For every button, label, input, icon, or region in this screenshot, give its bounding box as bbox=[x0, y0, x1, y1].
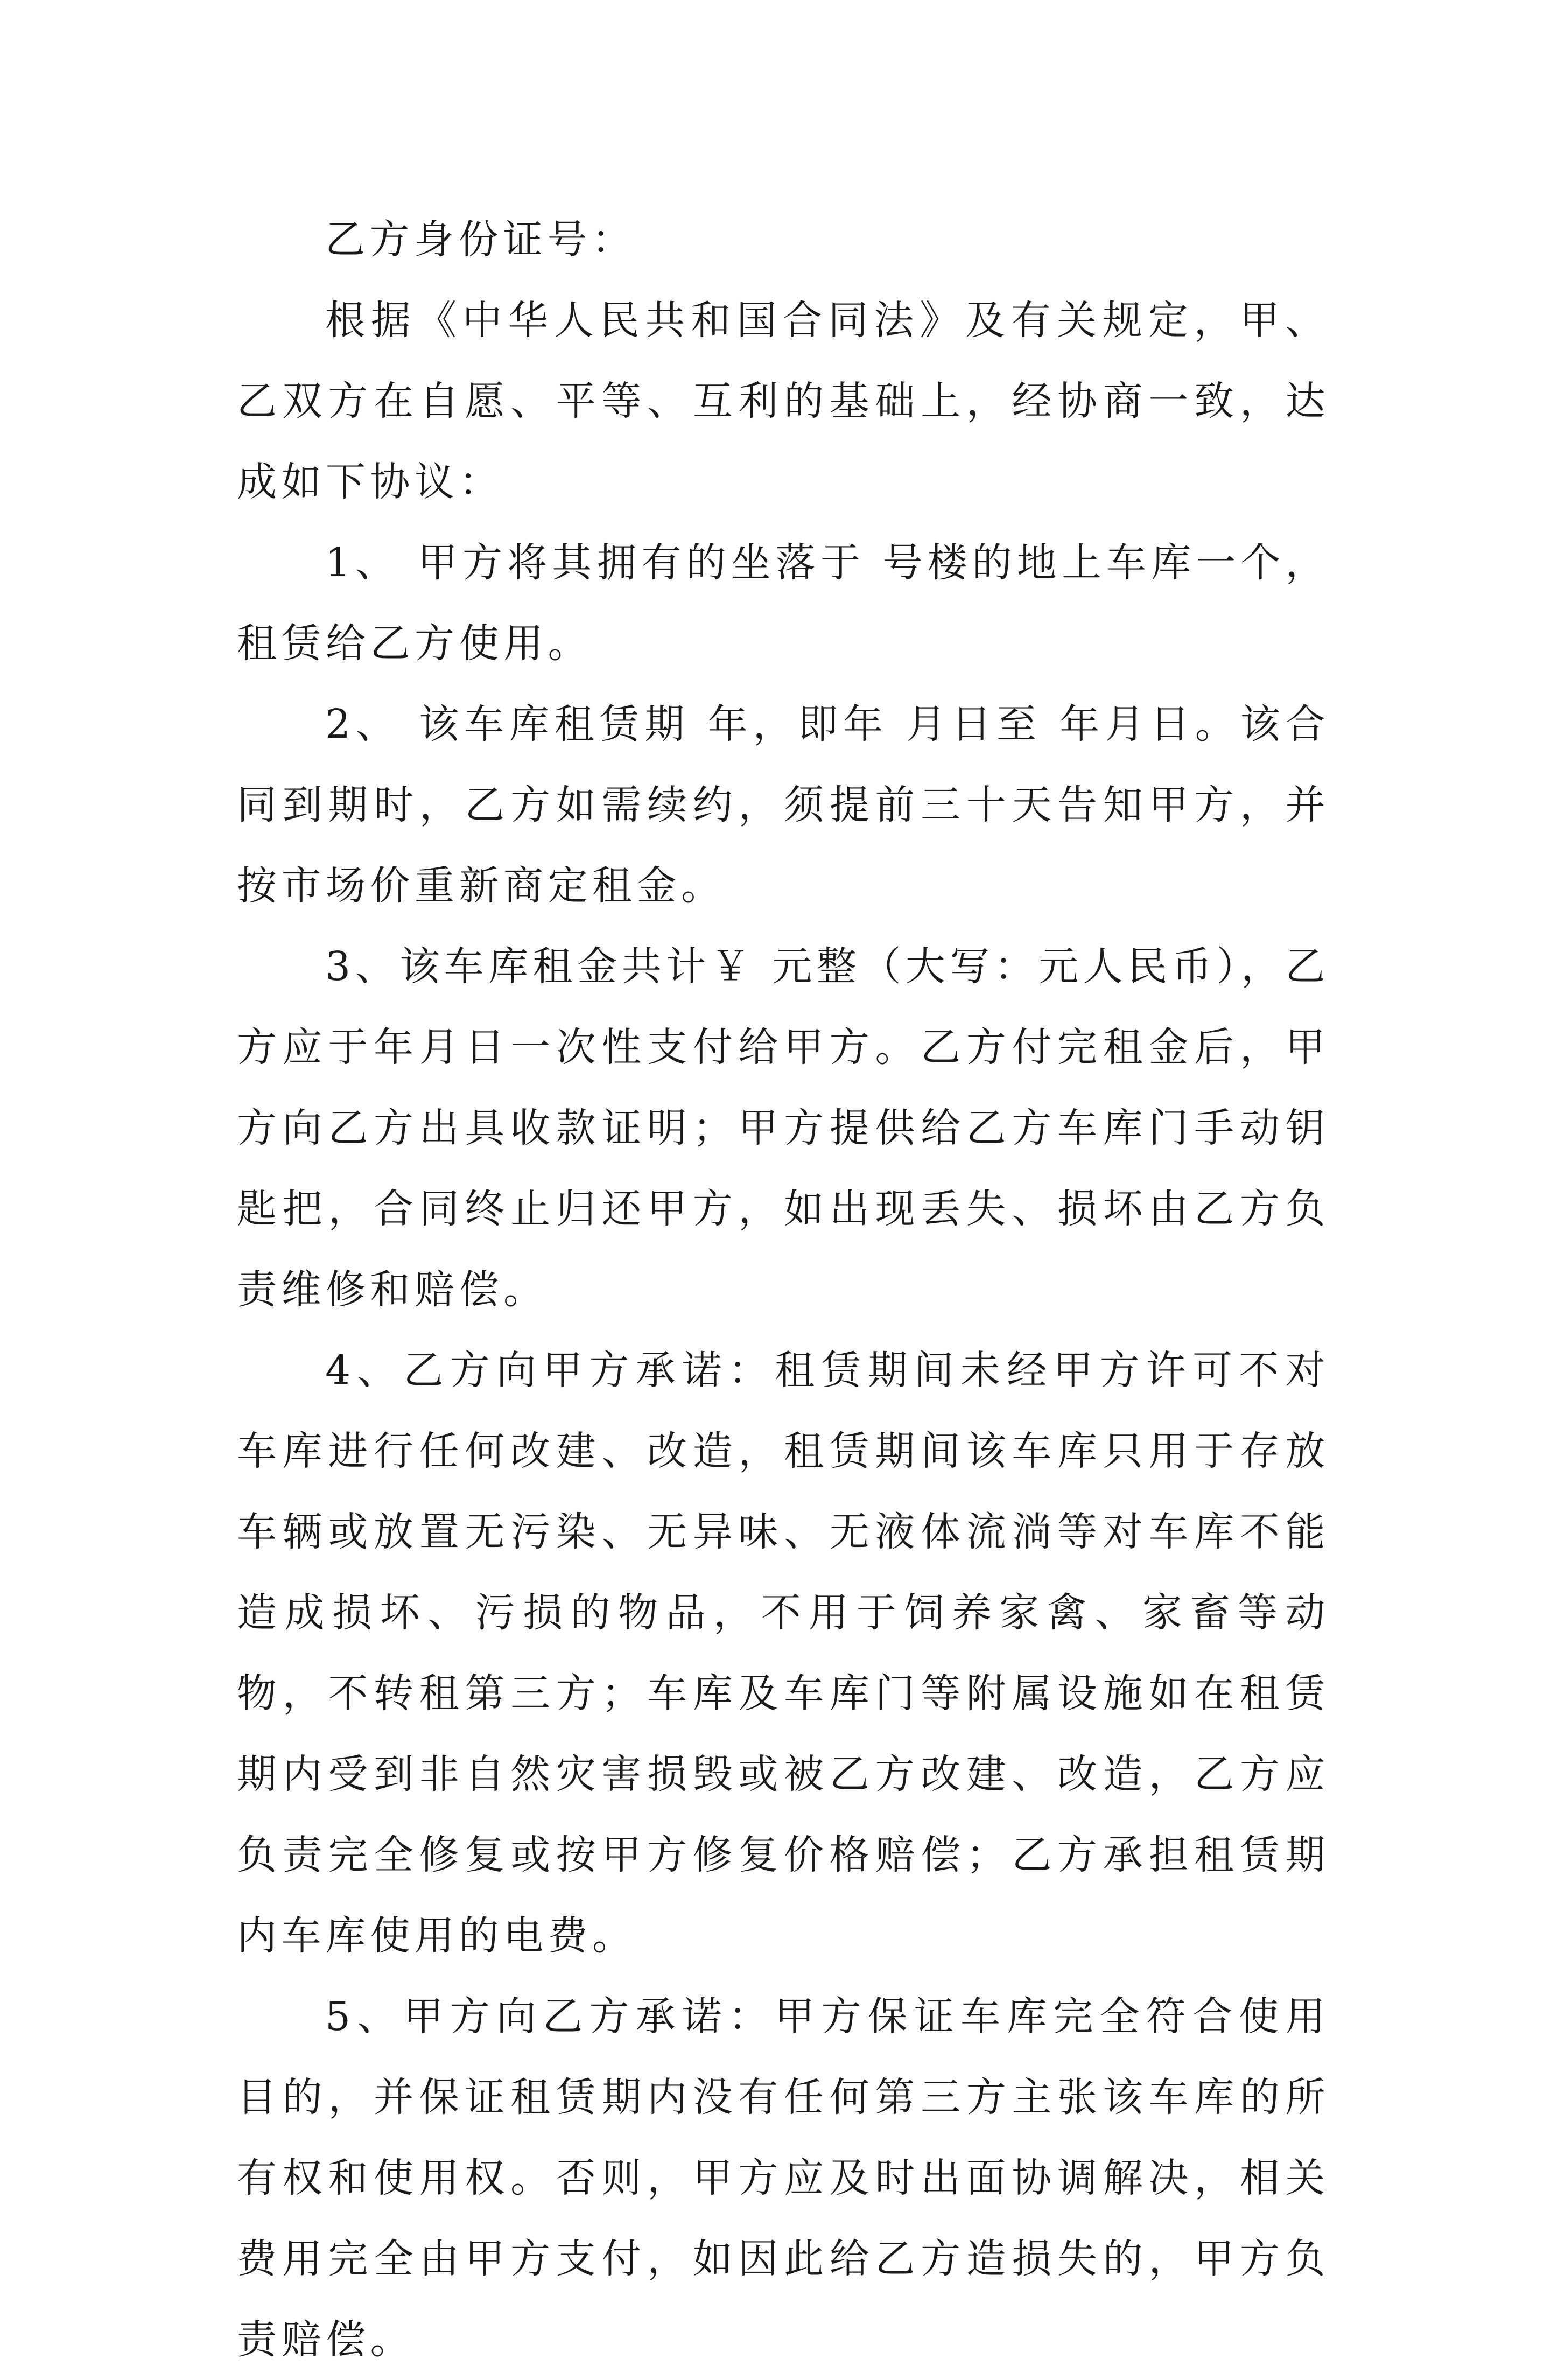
paragraph-preamble: 根据《中华人民共和国合同法》及有关规定，甲、乙双方在自愿、平等、互利的基础上，经协商一致，达成如下协议： bbox=[237, 297, 1330, 505]
paragraph-clause-5: 5、甲方向乙方承诺：甲方保证车库完全符合使用目的，并保证租赁期内没有任何第三方主张该车库的所有权和使用权。否则，甲方应及时出面协调解决，相关费用完全由甲方支付，如因此给乙方造损失的，甲方负责赔偿。 bbox=[237, 1993, 1330, 2363]
paragraph-id-number: 乙方身份证号： bbox=[325, 216, 636, 263]
paragraph-clause-1: 1、 甲方将其拥有的坐落于 号楼的地上车库一个，租赁给乙方使用。 bbox=[237, 540, 1330, 667]
document-body bbox=[237, 199, 1330, 2380]
paragraph-clause-4: 4、乙方向甲方承诺：租赁期间未经甲方许可不对车库进行任何改建、改造，租赁期间该车库只用于存放车辆或放置无污染、无异味、无液体流淌等对车库不能造成损坏、污损的物品，不用于饲养家禽、家畜等动物，不转租第三方；车库及车库门等附属设施如在租赁期内受到非自然灾害损毁或被乙方改建、改造，乙方应负责完全修复或按甲方修复价格赔偿；乙方承担租赁期内车库使用的电费。 bbox=[237, 1347, 1330, 1959]
paragraph-clause-2: 2、 该车库租赁期 年，即年 月日至 年月日。该合同到期时，乙方如需续约，须提前三十天告知甲方，并按市场价重新商定租金。 bbox=[237, 701, 1330, 909]
paragraph-clause-3: 3、该车库租金共计￥ 元整（大写：元人民币），乙方应于年月日一次性支付给甲方。乙方付完租金后，甲方向乙方出具收款证明；甲方提供给乙方车库门手动钥匙把，合同终止归还甲方，如出现丢失、损坏由乙方负责维修和赔偿。 bbox=[237, 943, 1330, 1313]
